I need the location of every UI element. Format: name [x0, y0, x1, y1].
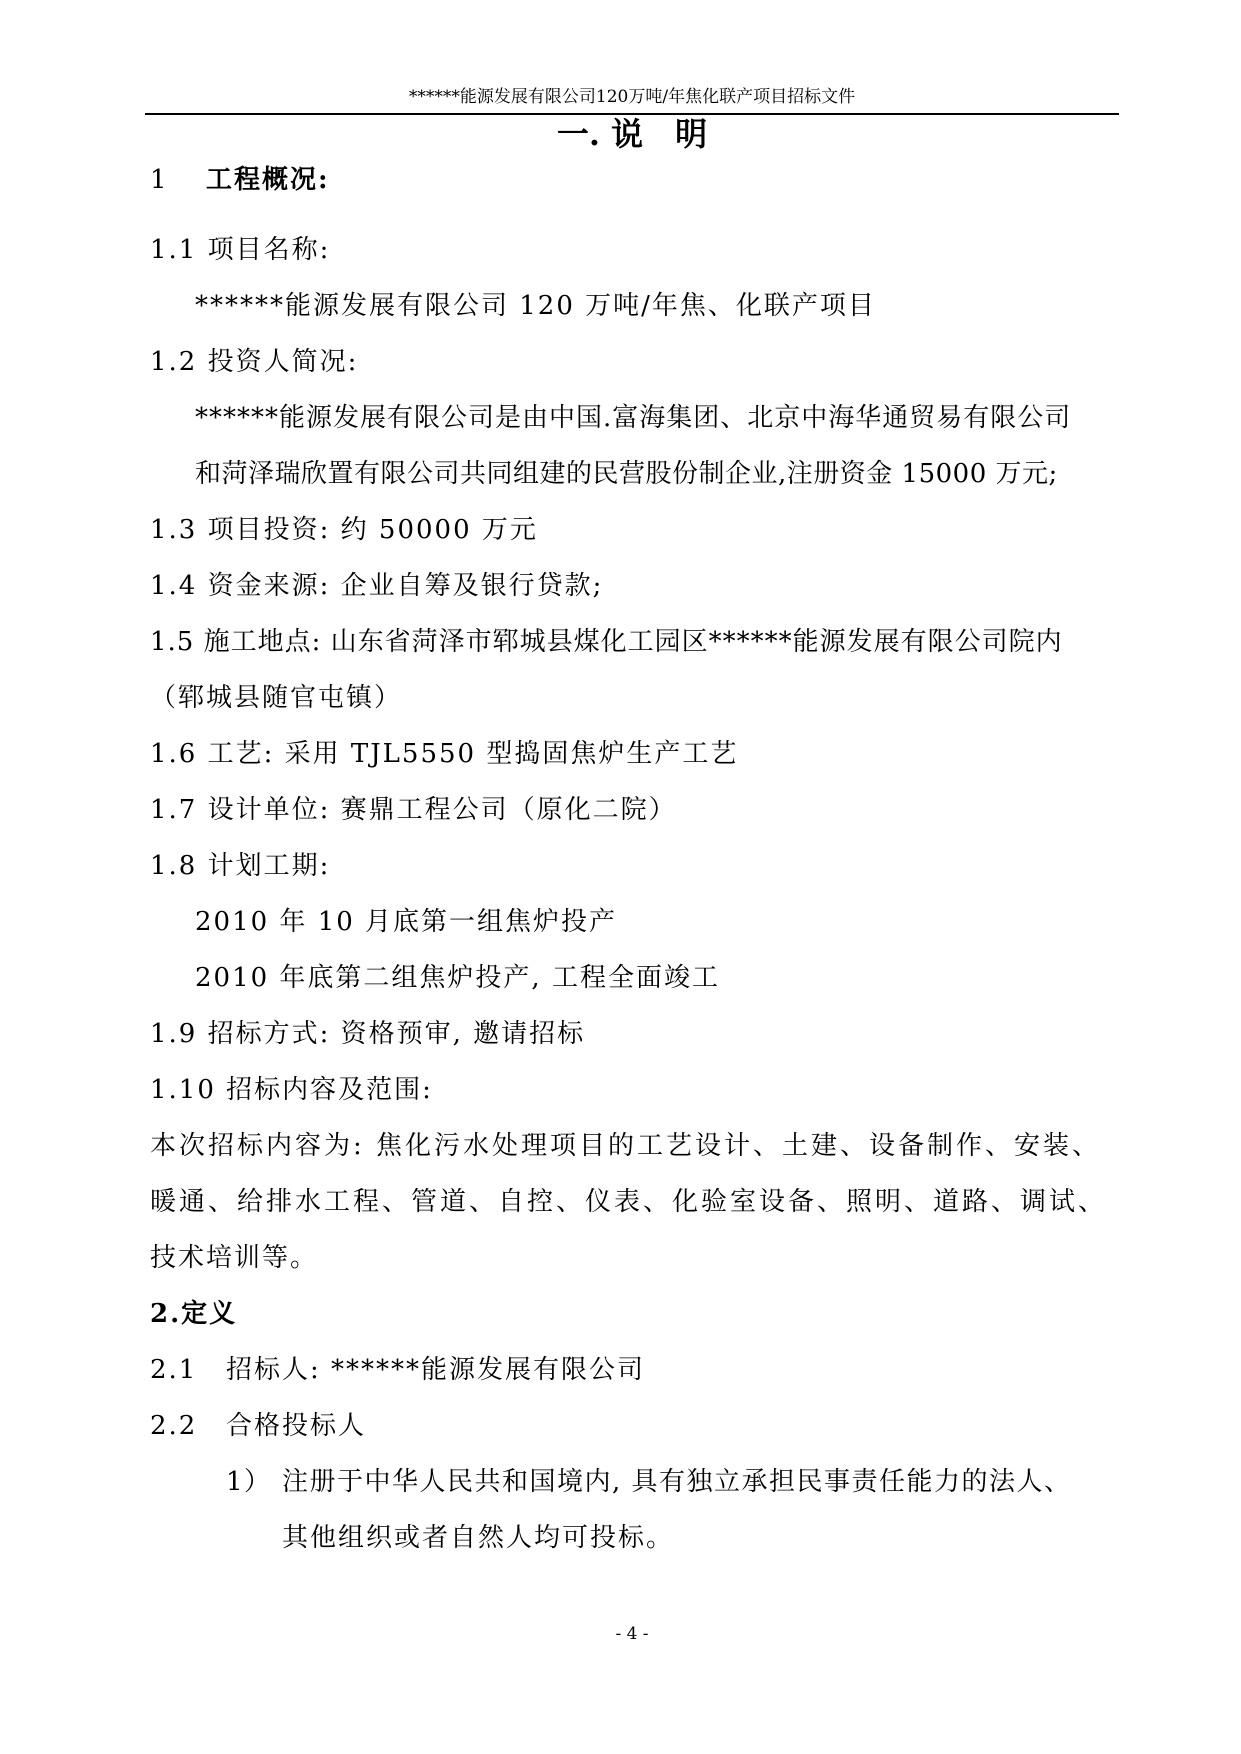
item-1-2-label: 1.2 投资人简况:	[150, 347, 359, 377]
item-2-2-number: 2.2	[150, 1411, 198, 1441]
item-1-4: 1.4 资金来源: 企业自筹及银行贷款;	[150, 571, 604, 601]
item-1-10-value-line3: 技术培训等。	[150, 1243, 319, 1273]
section-1-title: 工程概况:	[206, 165, 330, 195]
item-1-10-label: 1.10 招标内容及范围:	[150, 1075, 433, 1105]
item-2-2-1-text-line1: 注册于中华人民共和国境内, 具有独立承担民事责任能力的法人、	[282, 1467, 1072, 1497]
item-1-5-line1: 1.5 施工地点: 山东省菏泽市郓城县煤化工园区******能源发展有限公司院内	[150, 627, 1063, 657]
item-2-1-number: 2.1	[150, 1355, 198, 1385]
page-number: - 4 -	[615, 1624, 649, 1644]
item-1-7: 1.7 设计单位: 赛鼎工程公司（原化二院）	[150, 795, 677, 825]
section-2-heading: 2.定义	[150, 1299, 238, 1329]
item-1-6: 1.6 工艺: 采用 TJL5550 型捣固焦炉生产工艺	[150, 739, 739, 769]
document-header: ******能源发展有限公司120万吨/年焦化联产项目招标文件	[408, 87, 856, 107]
section-1-number: 1	[150, 165, 169, 195]
item-2-2-1-line1	[226, 1464, 1072, 1500]
item-2-2	[150, 1408, 366, 1444]
item-1-10-value-line2: 暖通、给排水工程、管道、自控、仪表、化验室设备、照明、道路、调试、	[150, 1187, 1108, 1217]
section-1-heading	[150, 162, 330, 198]
item-1-5-line2: （郓城县随官屯镇）	[150, 683, 403, 713]
item-1-1-label: 1.1 项目名称:	[150, 235, 331, 265]
item-1-8-value-line2: 2010 年底第二组焦炉投产, 工程全面竣工	[195, 963, 720, 993]
item-1-10-value-line1: 本次招标内容为: 焦化污水处理项目的工艺设计、土建、设备制作、安装、	[150, 1131, 1102, 1161]
item-1-8-label: 1.8 计划工期:	[150, 851, 331, 881]
section-title: 一. 说 明	[556, 115, 708, 153]
item-2-2-1-text-line2: 其他组织或者自然人均可投标。	[282, 1523, 675, 1553]
item-2-2-1-number: 1）	[226, 1467, 272, 1497]
item-1-8-value-line1: 2010 年 10 月底第一组焦炉投产	[195, 907, 618, 937]
item-1-2-value-line1: ******能源发展有限公司是由中国.富海集团、北京中海华通贸易有限公司	[195, 403, 1072, 433]
item-2-2-text: 合格投标人	[226, 1411, 367, 1441]
item-1-1-value: ******能源发展有限公司 120 万吨/年焦、化联产项目	[195, 291, 876, 321]
item-2-1	[150, 1352, 645, 1388]
item-1-9: 1.9 招标方式: 资格预审, 邀请招标	[150, 1019, 586, 1049]
item-1-2-value-line2: 和菏泽瑞欣置有限公司共同组建的民营股份制企业,注册资金 15000 万元;	[195, 459, 1058, 489]
item-2-1-text: 招标人: ******能源发展有限公司	[226, 1355, 646, 1385]
item-1-3: 1.3 项目投资: 约 50000 万元	[150, 515, 538, 545]
